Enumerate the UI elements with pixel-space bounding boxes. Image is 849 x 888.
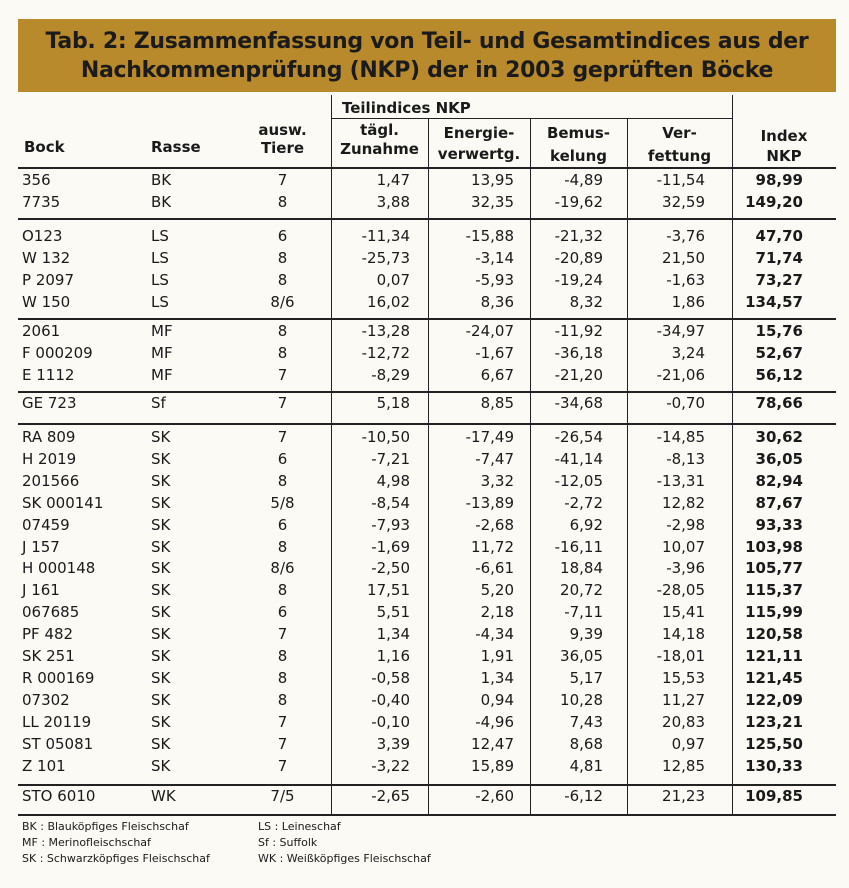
horizontal-rule: [18, 167, 836, 169]
cell-verfettung: 20,83: [662, 712, 705, 731]
cell-rasse: SK: [151, 471, 171, 490]
cell-energie: -7,47: [475, 449, 514, 468]
cell-zunahme: -7,21: [371, 449, 410, 468]
cell-index: 15,76: [755, 322, 803, 340]
cell-verfettung: -8,13: [666, 449, 705, 468]
cell-index: 109,85: [745, 787, 803, 805]
cell-bemuskelung: -19,62: [554, 192, 603, 211]
cell-bemuskelung: -34,68: [554, 394, 603, 412]
cell-verfettung: 15,53: [662, 668, 705, 687]
cell-verfettung: -0,70: [666, 394, 705, 412]
cell-tiere: 8: [277, 690, 288, 709]
header-verfettung-2: fettung: [647, 147, 712, 165]
cell-bemuskelung: 4,81: [569, 756, 603, 775]
cell-zunahme: 5,18: [376, 394, 410, 412]
legend-sk: SK : Schwarzköpfiges Fleischschaf: [22, 852, 210, 865]
cell-bemuskelung: 9,39: [569, 625, 603, 644]
cell-zunahme: -8,29: [371, 365, 410, 384]
cell-index: 115,99: [745, 603, 803, 622]
cell-energie: 3,32: [480, 471, 514, 490]
cell-zunahme: 5,51: [376, 603, 410, 622]
cell-verfettung: -3,76: [666, 227, 705, 245]
cell-tiere: 8: [277, 322, 288, 340]
cell-bock: J 161: [22, 581, 60, 600]
cell-tiere: 6: [277, 515, 288, 534]
cell-verfettung: 14,18: [662, 625, 705, 644]
cell-index: 115,37: [745, 581, 803, 600]
cell-bock: 07459: [22, 515, 70, 534]
header-teilindices: Teilindices NKP: [342, 99, 471, 117]
cell-tiere: 8: [277, 471, 288, 490]
cell-zunahme: 1,47: [376, 171, 410, 189]
cell-bock: Z 101: [22, 756, 66, 775]
cell-tiere: 8/6: [270, 292, 295, 311]
cell-tiere: 8: [277, 668, 288, 687]
title-line-1: Tab. 2: Zusammenfassung von Teil- und Gesamtindices aus der: [45, 28, 809, 54]
cell-rasse: SK: [151, 647, 171, 665]
cell-rasse: SK: [151, 537, 171, 556]
cell-tiere: 6: [277, 603, 288, 622]
cell-bemuskelung: 6,92: [569, 515, 603, 534]
legend-ls: LS : Leineschaf: [258, 820, 341, 833]
cell-zunahme: -0,58: [371, 668, 410, 687]
cell-rasse: SK: [151, 625, 171, 644]
horizontal-rule: [18, 814, 836, 816]
cell-bemuskelung: -41,14: [554, 449, 603, 468]
cell-rasse: MF: [151, 322, 173, 340]
horizontal-rule: [18, 318, 836, 320]
cell-bock: W 150: [22, 292, 71, 311]
cell-rasse: BK: [151, 192, 172, 211]
cell-tiere: 7: [277, 428, 288, 446]
header-tiere-2: Tiere: [260, 139, 305, 157]
cell-bemuskelung: -4,89: [564, 171, 603, 189]
cell-index: 98,99: [755, 171, 803, 189]
title-line-2: Nachkommenprüfung (NKP) der in 2003 geprüften Böcke: [80, 57, 774, 83]
cell-energie: -4,34: [475, 625, 514, 644]
cell-energie: 6,67: [480, 365, 514, 384]
cell-rasse: Sf: [151, 394, 166, 412]
cell-tiere: 7: [277, 365, 288, 384]
cell-bock: R 000169: [22, 668, 95, 687]
cell-zunahme: -8,54: [371, 493, 410, 512]
cell-zunahme: -7,93: [371, 515, 410, 534]
cell-verfettung: 10,07: [662, 537, 705, 556]
cell-bock: H 000148: [22, 559, 96, 578]
cell-tiere: 7: [277, 712, 288, 731]
cell-energie: -24,07: [465, 322, 514, 340]
cell-bemuskelung: -16,11: [554, 537, 603, 556]
cell-tiere: 8: [277, 248, 288, 267]
cell-tiere: 8: [277, 343, 288, 362]
cell-rasse: SK: [151, 428, 171, 446]
cell-energie: 15,89: [471, 756, 514, 775]
header-zunahme-1: tägl.: [360, 121, 399, 139]
cell-bock: H 2019: [22, 449, 77, 468]
cell-tiere: 8/6: [270, 559, 295, 578]
cell-bock: E 1112: [22, 365, 75, 384]
cell-verfettung: 21,23: [662, 787, 705, 805]
cell-energie: -4,96: [475, 712, 514, 731]
cell-rasse: SK: [151, 690, 171, 709]
cell-zunahme: 16,02: [367, 292, 410, 311]
cell-rasse: LS: [151, 270, 169, 289]
cell-index: 73,27: [755, 270, 803, 289]
cell-zunahme: 0,07: [376, 270, 410, 289]
cell-verfettung: -18,01: [656, 647, 705, 665]
cell-index: 122,09: [745, 690, 803, 709]
horizontal-rule: [18, 784, 836, 786]
cell-bock: GE 723: [22, 394, 77, 412]
cell-rasse: LS: [151, 292, 169, 311]
cell-bock: SK 251: [22, 647, 75, 665]
cell-zunahme: -3,22: [371, 756, 410, 775]
cell-bock: O123: [22, 227, 63, 245]
cell-tiere: 7/5: [270, 787, 295, 805]
horizontal-rule: [18, 391, 836, 393]
cell-rasse: LS: [151, 227, 169, 245]
cell-index: 134,57: [745, 292, 803, 311]
cell-rasse: SK: [151, 515, 171, 534]
cell-bemuskelung: 18,84: [560, 559, 603, 578]
cell-zunahme: 1,16: [376, 647, 410, 665]
cell-bock: ST 05081: [22, 734, 94, 753]
cell-tiere: 7: [277, 394, 288, 412]
cell-bemuskelung: 8,32: [569, 292, 603, 311]
cell-zunahme: -10,50: [361, 428, 410, 446]
cell-bemuskelung: -12,05: [554, 471, 603, 490]
cell-index: 93,33: [755, 515, 803, 534]
cell-zunahme: -11,34: [361, 227, 410, 245]
cell-tiere: 7: [277, 756, 288, 775]
cell-bemuskelung: -19,24: [554, 270, 603, 289]
header-energie-1: Energie-: [443, 124, 515, 142]
cell-energie: 2,18: [480, 603, 514, 622]
cell-tiere: 5/8: [270, 493, 295, 512]
cell-tiere: 7: [277, 734, 288, 753]
cell-zunahme: 3,39: [376, 734, 410, 753]
cell-zunahme: 3,88: [376, 192, 410, 211]
cell-energie: 1,91: [480, 647, 514, 665]
cell-tiere: 7: [277, 625, 288, 644]
cell-verfettung: -21,06: [656, 365, 705, 384]
cell-index: 78,66: [755, 394, 803, 412]
cell-bock: J 157: [22, 537, 60, 556]
cell-bock: 201566: [22, 471, 80, 490]
cell-bock: SK 000141: [22, 493, 104, 512]
cell-bock: 2061: [22, 322, 61, 340]
cell-zunahme: -1,69: [371, 537, 410, 556]
group-header-rule: [332, 118, 732, 119]
cell-energie: 32,35: [471, 192, 514, 211]
cell-energie: -17,49: [465, 428, 514, 446]
cell-index: 130,33: [745, 756, 803, 775]
cell-rasse: SK: [151, 668, 171, 687]
cell-energie: -3,14: [475, 248, 514, 267]
cell-energie: 5,20: [480, 581, 514, 600]
cell-index: 47,70: [755, 227, 803, 245]
cell-bemuskelung: 8,68: [569, 734, 603, 753]
cell-index: 105,77: [745, 559, 803, 578]
cell-tiere: 6: [277, 227, 288, 245]
cell-bock: 356: [22, 171, 51, 189]
cell-tiere: 6: [277, 449, 288, 468]
cell-zunahme: -2,50: [371, 559, 410, 578]
cell-bemuskelung: 10,28: [560, 690, 603, 709]
cell-rasse: SK: [151, 712, 171, 731]
header-bemuskelung-2: kelung: [550, 147, 607, 165]
cell-verfettung: -28,05: [656, 581, 705, 600]
cell-verfettung: 15,41: [662, 603, 705, 622]
cell-verfettung: 0,97: [671, 734, 705, 753]
header-bemuskelung-1: Bemus-: [546, 124, 611, 142]
cell-verfettung: 11,27: [662, 690, 705, 709]
cell-rasse: SK: [151, 734, 171, 753]
cell-verfettung: -2,98: [666, 515, 705, 534]
cell-index: 121,11: [745, 647, 803, 665]
cell-tiere: 7: [277, 171, 288, 189]
cell-rasse: SK: [151, 581, 171, 600]
cell-energie: -13,89: [465, 493, 514, 512]
header-bock: Bock: [24, 138, 65, 156]
cell-rasse: MF: [151, 343, 173, 362]
cell-verfettung: -1,63: [666, 270, 705, 289]
cell-index: 125,50: [745, 734, 803, 753]
cell-bemuskelung: -21,20: [554, 365, 603, 384]
cell-tiere: 8: [277, 270, 288, 289]
cell-energie: 11,72: [471, 537, 514, 556]
cell-zunahme: -0,10: [371, 712, 410, 731]
cell-index: 149,20: [745, 192, 803, 211]
cell-bemuskelung: 36,05: [560, 647, 603, 665]
cell-bock: RA 809: [22, 428, 76, 446]
cell-rasse: SK: [151, 559, 171, 578]
cell-energie: -15,88: [465, 227, 514, 245]
cell-zunahme: -13,28: [361, 322, 410, 340]
cell-index: 82,94: [755, 471, 803, 490]
header-rasse: Rasse: [151, 138, 201, 156]
cell-index: 87,67: [755, 493, 803, 512]
header-tiere-1: ausw.: [258, 121, 307, 139]
cell-energie: 0,94: [480, 690, 514, 709]
cell-index: 103,98: [745, 537, 803, 556]
cell-energie: -1,67: [475, 343, 514, 362]
cell-bemuskelung: -6,12: [564, 787, 603, 805]
header-energie-2: verwertg.: [437, 145, 521, 163]
cell-energie: 13,95: [471, 171, 514, 189]
cell-bock: PF 482: [22, 625, 74, 644]
cell-verfettung: 12,82: [662, 493, 705, 512]
cell-tiere: 8: [277, 647, 288, 665]
cell-verfettung: 3,24: [671, 343, 705, 362]
cell-bemuskelung: -2,72: [564, 493, 603, 512]
cell-energie: -2,68: [475, 515, 514, 534]
cell-verfettung: -14,85: [656, 428, 705, 446]
cell-tiere: 8: [277, 581, 288, 600]
cell-bock: W 132: [22, 248, 71, 267]
cell-verfettung: 32,59: [662, 192, 705, 211]
legend-bk: BK : Blauköpfiges Fleischschaf: [22, 820, 189, 833]
legend-mf: MF : Merinofleischschaf: [22, 836, 151, 849]
cell-rasse: SK: [151, 603, 171, 622]
cell-rasse: SK: [151, 756, 171, 775]
cell-index: 56,12: [755, 365, 803, 384]
cell-zunahme: -2,65: [371, 787, 410, 805]
cell-rasse: SK: [151, 449, 171, 468]
cell-verfettung: -13,31: [656, 471, 705, 490]
cell-bemuskelung: -11,92: [554, 322, 603, 340]
cell-bemuskelung: -20,89: [554, 248, 603, 267]
cell-zunahme: 1,34: [376, 625, 410, 644]
cell-bemuskelung: -36,18: [554, 343, 603, 362]
cell-zunahme: -12,72: [361, 343, 410, 362]
cell-zunahme: -0,40: [371, 690, 410, 709]
cell-energie: 8,36: [480, 292, 514, 311]
cell-index: 123,21: [745, 712, 803, 731]
cell-verfettung: -11,54: [656, 171, 705, 189]
cell-verfettung: 12,85: [662, 756, 705, 775]
cell-index: 30,62: [755, 428, 803, 446]
legend-sf: Sf : Suffolk: [258, 836, 318, 849]
cell-bock: LL 20119: [22, 712, 92, 731]
cell-zunahme: 4,98: [376, 471, 410, 490]
cell-zunahme: -25,73: [361, 248, 410, 267]
cell-verfettung: 21,50: [662, 248, 705, 267]
cell-verfettung: -34,97: [656, 322, 705, 340]
cell-bock: 7735: [22, 192, 61, 211]
cell-index: 36,05: [755, 449, 803, 468]
cell-bemuskelung: 5,17: [569, 668, 603, 687]
header-zunahme-2: Zunahme: [340, 140, 419, 158]
cell-rasse: MF: [151, 365, 173, 384]
header-index-1: Index: [760, 127, 808, 145]
cell-verfettung: -3,96: [666, 559, 705, 578]
cell-index: 52,67: [755, 343, 803, 362]
header-index-2: NKP: [766, 147, 802, 165]
cell-rasse: BK: [151, 171, 172, 189]
horizontal-rule: [18, 218, 836, 220]
cell-bock: P 2097: [22, 270, 74, 289]
cell-energie: 1,34: [480, 668, 514, 687]
cell-energie: -5,93: [475, 270, 514, 289]
horizontal-rule: [18, 423, 836, 425]
cell-bock: 07302: [22, 690, 70, 709]
cell-energie: -2,60: [475, 787, 514, 805]
cell-bemuskelung: 7,43: [569, 712, 603, 731]
cell-index: 71,74: [755, 248, 803, 267]
cell-bock: 067685: [22, 603, 80, 622]
cell-bemuskelung: -26,54: [554, 428, 603, 446]
cell-index: 120,58: [745, 625, 803, 644]
cell-rasse: SK: [151, 493, 171, 512]
header-verfettung-1: Ver-: [662, 124, 697, 142]
cell-bemuskelung: -21,32: [554, 227, 603, 245]
cell-bock: STO 6010: [22, 787, 96, 805]
cell-tiere: 8: [277, 192, 288, 211]
cell-zunahme: 17,51: [367, 581, 410, 600]
cell-energie: -6,61: [475, 559, 514, 578]
cell-energie: 12,47: [471, 734, 514, 753]
cell-rasse: LS: [151, 248, 169, 267]
legend-wk: WK : Weißköpfiges Fleischschaf: [258, 852, 431, 865]
cell-index: 121,45: [745, 668, 803, 687]
cell-tiere: 8: [277, 537, 288, 556]
cell-energie: 8,85: [480, 394, 514, 412]
table-title: [18, 19, 836, 92]
cell-bemuskelung: -7,11: [564, 603, 603, 622]
cell-rasse: WK: [151, 787, 176, 805]
cell-verfettung: 1,86: [671, 292, 705, 311]
cell-bock: F 000209: [22, 343, 93, 362]
cell-bemuskelung: 20,72: [560, 581, 603, 600]
